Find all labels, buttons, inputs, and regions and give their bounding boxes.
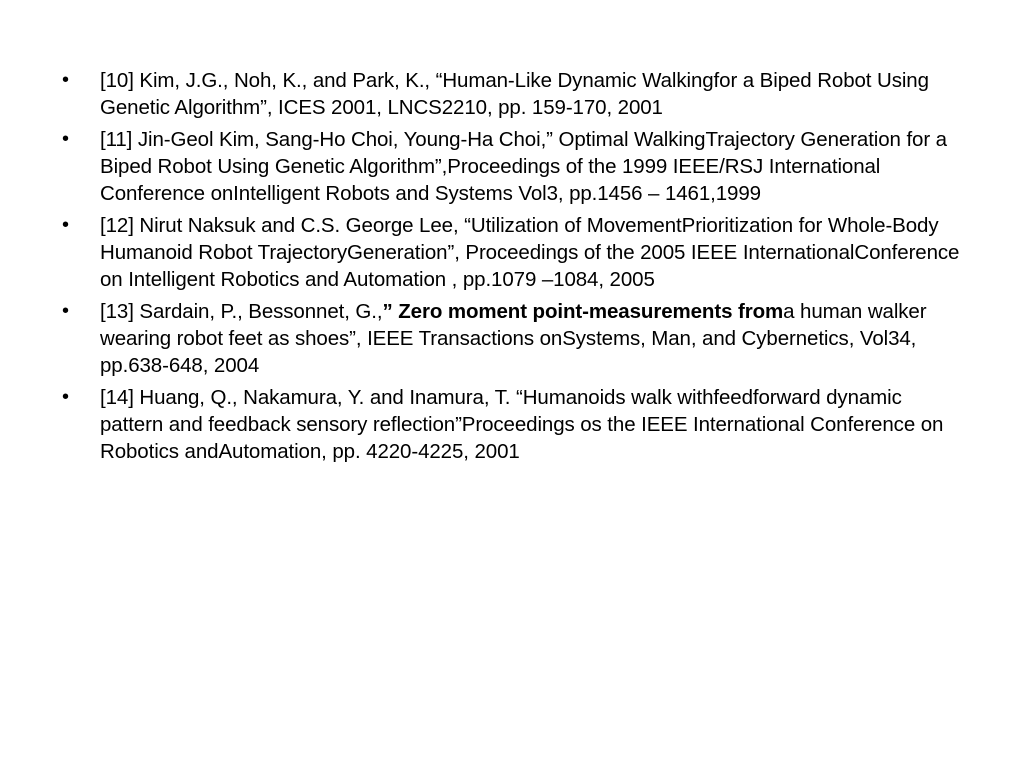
bullet-icon: • bbox=[62, 386, 69, 408]
reference-text-start: [13] Sardain, P., Bessonnet, G., bbox=[100, 300, 383, 323]
bullet-icon: • bbox=[62, 214, 69, 236]
bullet-icon: • bbox=[62, 69, 69, 91]
bullet-icon: • bbox=[62, 128, 69, 150]
reference-text-bold: ” Zero moment point-measurements from bbox=[382, 300, 784, 323]
reference-item-13 bbox=[62, 298, 960, 379]
reference-item-11 bbox=[62, 126, 960, 207]
reference-text-end: a human walker wearing robot feet as shoes”, IEEE Transactions onSystems, Man, and Cybernetics, Vol34, pp.638-648, 2004 bbox=[100, 300, 927, 377]
reference-item-12 bbox=[62, 212, 960, 293]
bullet-icon: • bbox=[62, 300, 69, 322]
reference-text: [10] Kim, J.G., Noh, K., and Park, K., “Human-Like Dynamic Walkingfor a Biped Robot Using Genetic Algorithm”, ICES 2001, LNCS2210, pp. 159-170, 2001 bbox=[100, 69, 929, 119]
reference-list bbox=[62, 67, 960, 470]
reference-text: [12] Nirut Naksuk and C.S. George Lee, “Utilization of MovementPrioritization for Whole-Body Humanoid Robot TrajectoryGeneration”, Proceedings of the 2005 IEEE InternationalConference on Intelligent Robotics and Automation , pp.1079 –1084, 2005 bbox=[100, 214, 960, 291]
reference-text: [11] Jin-Geol Kim, Sang-Ho Choi, Young-Ha Choi,” Optimal WalkingTrajectory Generation for a Biped Robot Using Genetic Algorithm”,Proceedings of the 1999 IEEE/RSJ International Conference onIntelligent Robots and Systems Vol3, pp.1456 – 1461,1999 bbox=[100, 128, 947, 205]
reference-item-10 bbox=[62, 67, 960, 121]
reference-text: [14] Huang, Q., Nakamura, Y. and Inamura, T. “Humanoids walk withfeedforward dynamic pattern and feedback sensory reflection”Proceedings os the IEEE International Conference on Robotics andAutomation, pp. 4220-4225, 2001 bbox=[100, 386, 944, 463]
reference-item-14 bbox=[62, 384, 960, 465]
